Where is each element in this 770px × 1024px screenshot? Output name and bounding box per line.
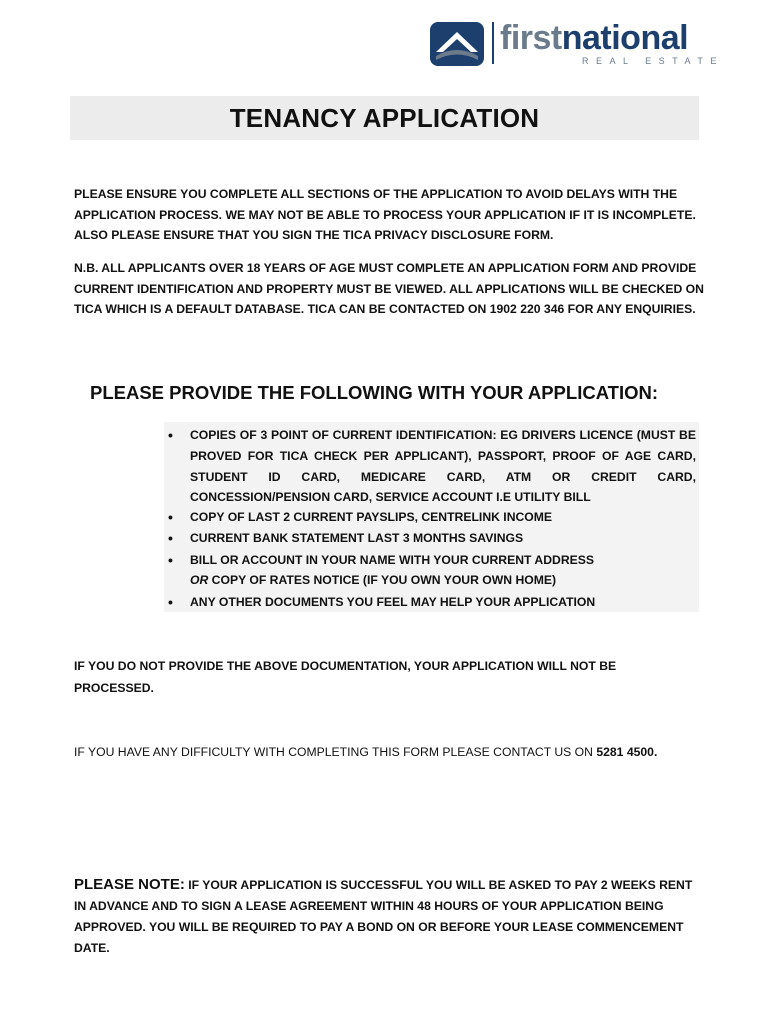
requirements-heading: PLEASE PROVIDE THE FOLLOWING WITH YOUR APPLICATION: [90,382,659,403]
logo-word-first: first [500,19,562,57]
logo-divider [492,22,494,64]
first-national-house-icon [430,22,484,66]
or-label: OR [190,573,209,587]
company-logo [430,19,724,70]
documentation-warning: IF YOU DO NOT PROVIDE THE ABOVE DOCUMENTATION, YOUR APPLICATION WILL NOT BE PROCESSED. [74,659,617,695]
title-band [70,96,699,140]
note-text: IF YOUR APPLICATION IS SUCCESSFUL YOU WILL BE ASKED TO PAY 2 WEEKS RENT IN ADVANCE AND TO SIGN A LEASE AGREEMENT WITHIN 48 HOURS OF YOUR APPLICATION BEING APPROVED. YOU WILL BE REQUIRED TO PAY A BOND ON OR BEFORE YOUR LEASE COMMENCEMENT DATE. [74,878,693,955]
list-item-other-documents: ANY OTHER DOCUMENTS YOU FEEL MAY HELP YOUR APPLICATION [190,595,596,609]
intro-paragraph-completion: PLEASE ENSURE YOU COMPLETE ALL SECTIONS OF THE APPLICATION TO AVOID DELAYS WITH THE APPLICATION PROCESS. WE MAY NOT BE ABLE TO PROCESS YOUR APPLICATION IF IT IS INCOMPLETE. ALSO PLEASE ENSURE THAT YOU SIGN THE TICA PRIVACY DISCLOSURE FORM. [74,187,696,243]
bullet-icon: • [168,427,173,443]
please-note [74,874,704,959]
intro-paragraph-tica: N.B. ALL APPLICANTS OVER 18 YEARS OF AGE MUST COMPLETE AN APPLICATION FORM AND PROVIDE CURRENT IDENTIFICATION AND PROPERTY MUST BE VIEWED. ALL APPLICATIONS WILL BE CHECKED ON TICA WHICH IS A DEFAULT DATABASE. TICA CAN BE CONTACTED ON 1902 220 346 FOR ANY ENQUIRIES. [74,261,704,317]
list-item-payslips: COPY OF LAST 2 CURRENT PAYSLIPS, CENTRELINK INCOME [190,510,553,524]
bullet-icon: • [168,509,173,525]
contact-phone: 5281 4500. [596,745,658,759]
logo-word-national: national [561,19,689,57]
list-item-identification: COPIES OF 3 POINT OF CURRENT IDENTIFICATION: EG DRIVERS LICENCE (MUST BE PROVED FOR TICA CHECK PER APPLICANT), PASSPORT, PROOF OF AGE CARD, STUDENT ID CARD, MEDICARE CARD, ATM OR CREDIT CARD, CONCESSION/PENSION CARD, SERVICE ACCOUNT I.E UTILITY BILL [190,428,696,505]
bullet-icon: • [168,594,173,610]
list-item-bill-address: BILL OR ACCOUNT IN YOUR NAME WITH YOUR CURRENT ADDRESS [190,553,595,567]
contact-line [74,742,714,762]
logo-tagline: REAL ESTATE [582,56,724,66]
rates-notice-text: COPY OF RATES NOTICE (IF YOU OWN YOUR OWN HOME) [208,573,557,587]
note-label: PLEASE NOTE: [74,876,185,893]
contact-text: IF YOU HAVE ANY DIFFICULTY WITH COMPLETING THIS FORM PLEASE CONTACT US ON [74,745,597,759]
bullet-icon: • [168,530,173,546]
list-item-bank-statement: CURRENT BANK STATEMENT LAST 3 MONTHS SAVINGS [190,531,524,545]
list-item-rates-alternative [190,570,696,591]
page-title: TENANCY APPLICATION [229,102,540,133]
logo-wordmark [500,18,688,58]
bullet-icon: • [168,552,173,568]
